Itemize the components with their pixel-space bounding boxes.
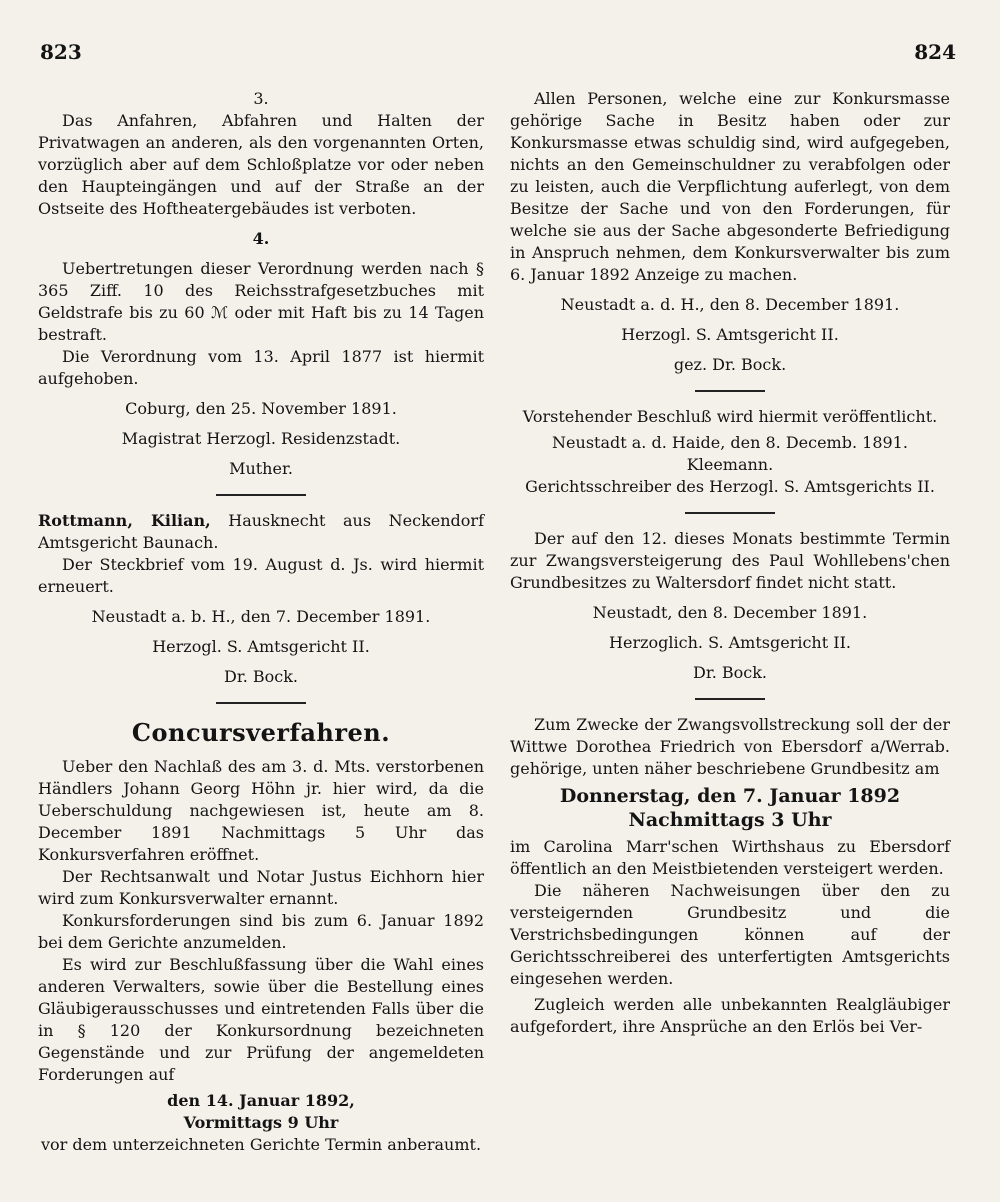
authority: Magistrat Herzogl. Residenzstadt.	[121, 429, 401, 448]
place-date: Coburg, den 25. November 1891.	[125, 399, 397, 418]
warrant-text: Hausknecht aus Neckendorf Amtsgericht Baunach.	[38, 511, 484, 552]
auction-notice: Zum Zwecke der Zwangsvollstreckung soll der der Wittwe Dorothea Friedrich von Ebersdorf a/Werrab. gehörige, unten näher beschriebene Grundbesitz am	[510, 715, 950, 778]
place-date: Neustadt a. d. H., den 8. December 1891.	[560, 295, 900, 314]
publication-note: Vorstehender Beschluß wird hiermit veröffentlicht.	[522, 407, 938, 426]
creditors-paragraph: Zugleich werden alle unbekannten Realgläubiger aufgefordert, ihre Ansprüche an den Erlös bei Ver-	[510, 995, 950, 1036]
concurs-paragraph: Es wird zur Beschlußfassung über die Wahl eines anderen Verwalters, sowie über die Bestellung eines Gläubigerausschusses und eintretenden Falls über die in § 120 der Konkursordnung bezeichneten Gegenstände und zur Prüfung der angemeldeten Forderungen auf	[38, 955, 484, 1084]
hearing-time: Vormittags 9 Uhr	[183, 1113, 339, 1132]
concurs-paragraph: Ueber den Nachlaß des am 3. d. Mts. verstorbenen Händlers Johann Georg Höhn jr. hier wird, da die Ueberschuldung nachgewiesen ist, heute am 8. December 1891 Nachmittags 5 Uhr das Konkursverfahren eröffnet.	[38, 757, 484, 864]
hearing-note: vor dem unterzeichneten Gerichte Termin anberaumt.	[40, 1135, 482, 1154]
signature: Dr. Bock.	[692, 663, 768, 682]
signature: Muther.	[229, 459, 293, 478]
signature: gez. Dr. Bock.	[673, 355, 787, 374]
warrant-notice	[38, 510, 484, 554]
repeal-text: Die Verordnung vom 13. April 1877 ist hiermit aufgehoben.	[38, 347, 484, 388]
section-heading: Concursverfahren.	[131, 718, 391, 747]
divider	[695, 390, 765, 392]
cancellation-notice: Der auf den 12. dieses Monats bestimmte Termin zur Zwangsversteigerung des Paul Wohllebens'chen Grundbesitzes zu Waltersdorf findet nicht statt.	[510, 529, 950, 592]
section-number-3: 3.	[253, 89, 269, 108]
concurs-paragraph: Konkursforderungen sind bis zum 6. Januar 1892 bei dem Gerichte anzumelden.	[38, 911, 484, 952]
clerk-title: Gerichtsschreiber des Herzogl. S. Amtsgerichts II.	[525, 477, 935, 496]
clerk-name: Kleemann.	[686, 455, 774, 474]
divider	[216, 702, 306, 704]
page-number-left: 823	[40, 40, 82, 64]
section-4-text: Uebertretungen dieser Verordnung werden nach § 365 Ziff. 10 des Reichsstrafgesetzbuches mit Geldstrafe bis zu 60 ℳ oder mit Haft bis zu 14 Tagen bestraft.	[38, 259, 484, 344]
authority: Herzogl. S. Amtsgericht II.	[621, 325, 839, 344]
intro-paragraph: Allen Personen, welche eine zur Konkursmasse gehörige Sache in Besitz haben oder zur Konkursmasse etwas schuldig sind, wird aufgegeben, nichts an den Gemeinschuldner zu verabfolgen oder zu leisten, auch die Verpflichtung auferlegt, von dem Besitze der Sache und von den Forderungen, für welche sie aus der Sache abgesonderte Befriedigung in Anspruch nehmen, dem Konkursverwalter bis zum 6. Januar 1892 Anzeige zu machen.	[510, 89, 950, 284]
details-paragraph: Die näheren Nachweisungen über den zu versteigernden Grundbesitz und die Verstrichsbedingungen können auf der Gerichtsschreiberei des unterfertigten Amtsgerichts eingesehen werden.	[510, 881, 950, 988]
hearing-date: den 14. Januar 1892,	[167, 1091, 355, 1110]
signature: Dr. Bock.	[223, 667, 299, 686]
place-date: Neustadt a. b. H., den 7. December 1891.	[91, 607, 431, 626]
place-date: Neustadt, den 8. December 1891.	[592, 603, 868, 622]
divider	[695, 698, 765, 700]
divider	[685, 512, 775, 514]
divider	[216, 494, 306, 496]
page-number-right: 824	[914, 40, 956, 64]
authority: Herzogl. S. Amtsgericht II.	[152, 637, 370, 656]
section-number-4: 4.	[252, 229, 270, 248]
concurs-paragraph: Der Rechtsanwalt und Notar Justus Eichhorn hier wird zum Konkursverwalter ernannt.	[38, 867, 484, 908]
warrant-name: Rottmann, Kilian,	[38, 511, 211, 530]
place-date: Neustadt a. d. Haide, den 8. Decemb. 1891.	[552, 433, 908, 452]
left-column	[38, 88, 484, 1156]
right-column	[510, 88, 950, 1038]
auction-date: Donnerstag, den 7. Januar 1892	[559, 785, 901, 807]
warrant-renewal: Der Steckbrief vom 19. August d. Js. wird hiermit erneuert.	[38, 555, 484, 596]
auction-place: im Carolina Marr'schen Wirthshaus zu Ebersdorf öffentlich an den Meistbietenden versteigert werden.	[510, 837, 950, 878]
section-3-text: Das Anfahren, Abfahren und Halten der Privatwagen an anderen, als den vorgenannten Orten, vorzüglich aber auf dem Schloßplatze vor oder neben den Haupteingängen und auf der Straße an der Ostseite des Hoftheatergebäudes ist verboten.	[38, 111, 484, 218]
authority: Herzoglich. S. Amtsgericht II.	[609, 633, 851, 652]
auction-time: Nachmittags 3 Uhr	[628, 809, 832, 831]
